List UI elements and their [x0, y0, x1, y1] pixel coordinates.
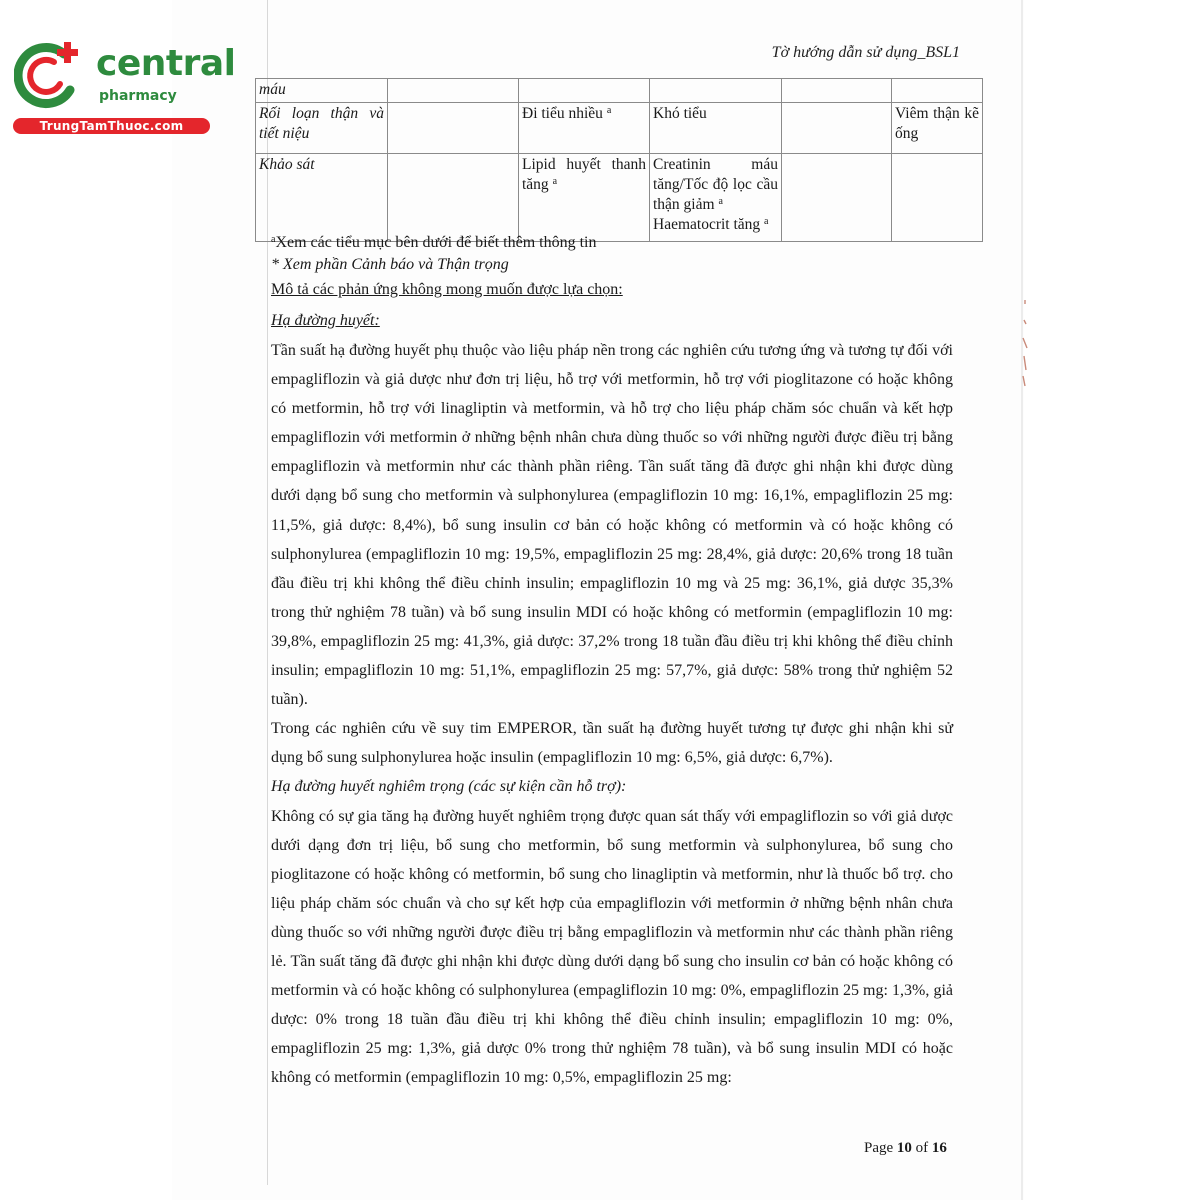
- page-of: of: [915, 1140, 929, 1156]
- page-total: 16: [931, 1140, 947, 1156]
- stamp-mark-icon: [1019, 290, 1031, 400]
- cell-text: Lipid huyết thanh tăng: [522, 156, 646, 193]
- subsection-title-severe-hypoglycemia: Hạ đường huyết nghiêm trọng (các sự kiện cần hỗ trợ):: [271, 778, 627, 796]
- table-cell: [388, 103, 519, 154]
- cell-text: Creatinin máu tăng/Tốc độ lọc cầu thận giảm: [653, 156, 778, 213]
- table-cell: [782, 154, 892, 242]
- table-cell-soc: Khảo sát: [256, 154, 388, 242]
- footnote-marker: a: [764, 216, 769, 227]
- footnote-marker: a: [271, 234, 276, 245]
- table-row: [256, 79, 983, 103]
- table-cell: [892, 79, 983, 103]
- table-cell: [519, 154, 650, 242]
- page-prefix: Page: [864, 1140, 894, 1156]
- adverse-reactions-table: [255, 78, 983, 242]
- logo-site-url[interactable]: TrungTamThuoc.com: [13, 118, 210, 134]
- cell-text: Haematocrit tăng: [653, 216, 761, 233]
- paragraph: Không có sự gia tăng hạ đường huyết nghiêm trọng được quan sát thấy với empagliflozin so với giả dược dưới dạng đơn trị liệu, bổ sung cho metformin, bổ sung metformin và sulphonylurea, bổ sung cho pioglitazone có hoặc không có metformin, bổ sung cho linagliptin và metformin, như là thuốc bổ trợ. cho liệu pháp chăm sóc chuẩn và cho sự kết hợp của empagliflozin với metformin ở những bệnh nhân chưa dùng thuốc so với những người được điều trị bằng empagliflozin và metformin như các thành phần riêng lẻ. Tần suất tăng đã được ghi nhận khi được dùng dưới dạng bổ sung cho insulin cơ bản có hoặc không có metformin và có hoặc không có sulphonylurea (empagliflozin 10 mg: 0%, empagliflozin 25 mg: 1,3%, giả dược: 0% trong 18 tuần đầu điều trị khi không thể điều chỉnh insulin; empagliflozin 10 mg: 0%, empagliflozin 25 mg: 1,3%, giả dược 0% trong thử nghiệm 78 tuần), và bổ sung insulin MDI có hoặc không có metformin (empagliflozin 10 mg: 0,5%, empagliflozin 25 mg:: [271, 807, 953, 1087]
- footnote-star: * Xem phần Cảnh báo và Thận trọng: [271, 256, 509, 273]
- table-cell: [519, 103, 650, 154]
- footnote-marker: a: [552, 176, 558, 187]
- table-cell: [650, 154, 782, 242]
- table-cell: [782, 79, 892, 103]
- table-cell: [782, 103, 892, 154]
- table-row: [256, 154, 983, 242]
- table-cell: [650, 79, 782, 103]
- page-current: 10: [896, 1140, 912, 1156]
- document-header: Tờ hướng dẫn sử dụng_BSL1: [771, 44, 960, 61]
- footnote-marker: a: [718, 196, 723, 207]
- table-cell: Viêm thận kẽ ống: [892, 103, 983, 154]
- logo-brand: central: [96, 43, 236, 84]
- subsection-title-hypoglycemia: Hạ đường huyết:: [271, 312, 380, 329]
- footnote-a: [271, 232, 953, 254]
- central-pharmacy-logo[interactable]: [10, 38, 236, 138]
- table-cell: [892, 154, 983, 242]
- footnote-marker: a: [606, 105, 612, 116]
- table-cell: [388, 154, 519, 242]
- table-cell: [519, 79, 650, 103]
- section-title: Mô tả các phản ứng không mong muốn được lựa chọn:: [271, 281, 623, 298]
- page-edge: [1021, 0, 1023, 1200]
- table-cell: [388, 79, 519, 103]
- cell-text: Đi tiểu nhiều: [522, 105, 603, 122]
- document-body: [271, 232, 953, 1092]
- page-number: [864, 1140, 947, 1157]
- paragraph: Tần suất hạ đường huyết phụ thuộc vào liệu pháp nền trong các nghiên cứu tương ứng và tương tự đối với empagliflozin và giả dược như đơn trị liệu, hỗ trợ với metformin, hỗ trợ với pioglitazone có hoặc không có metformin, hỗ trợ với linagliptin và metformin, và hỗ trợ cho liệu pháp chăm sóc chuẩn và kết hợp empagliflozin với metformin ở những bệnh nhân chưa dùng thuốc so với những người được điều trị bằng empagliflozin và metformin như các thành phần riêng. Tần suất tăng đã được ghi nhận khi được dùng dưới dạng bổ sung cho metformin và sulphonylurea (empagliflozin 10 mg: 16,1%, empagliflozin 25 mg: 11,5%, giả dược: 8,4%), bổ sung insulin cơ bản có hoặc không có metformin và có hoặc không có sulphonylurea (empagliflozin 10 mg: 19,5%, empagliflozin 25 mg: 28,4%, giả dược: 20,6% trong 18 tuần đầu điều trị khi không thể điều chỉnh insulin; empagliflozin 10 mg và 25 mg: 36,1%, giả dược 35,3% trong thử nghiệm 78 tuần) và bổ sung insulin MDI có hoặc không có metformin (empagliflozin 10 mg: 39,8%, empagliflozin 25 mg: 41,3%, giả dược: 37,2% trong 18 tuần đầu điều trị khi không thể điều chỉnh insulin; empagliflozin 10 mg: 51,1%, empagliflozin 25 mg: 57,7%, giả dược: 58% trong thử nghiệm 52 tuần).: [271, 342, 953, 709]
- logo-subtitle: pharmacy: [99, 88, 177, 104]
- footnote-text: Xem các tiểu mục bên dưới để biết thêm thông tin: [275, 234, 597, 251]
- paragraph: Trong các nghiên cứu về suy tim EMPEROR, tần suất hạ đường huyết tương tự được ghi nhận khi sử dụng bổ sung sulphonylurea hoặc insulin (empagliflozin 10 mg: 6,5%, giả dược: 6,7%).: [271, 720, 953, 767]
- table-cell: Khó tiểu: [650, 103, 782, 154]
- table-cell-soc: máu: [256, 79, 388, 103]
- table-row: [256, 103, 983, 154]
- table-cell-soc: Rối loạn thận và tiết niệu: [256, 103, 388, 154]
- pharmacy-cross-icon: [14, 40, 84, 110]
